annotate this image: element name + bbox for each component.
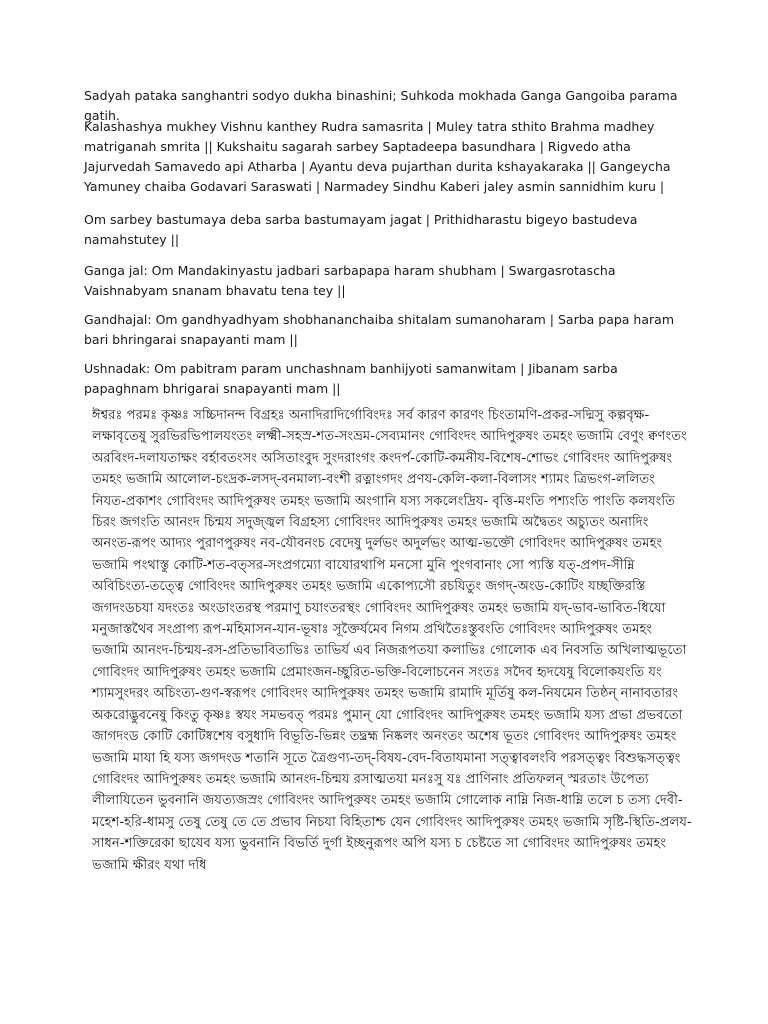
gandhajal-paragraph: Gandhajal: Om gandhyadhyam shobhananchaiba shitalam sumanoharam | Sarba papa haram bari bhringarai snapayanti mam || bbox=[84, 312, 674, 347]
brahma-samhita-bengali-text: ঈশ্বরঃ পরমঃ কৃষ্ণঃ সচ্চিদানন্দ বিগ্রহঃ অনাদিরাদির্গোবিংদঃ সর্ব কারণ কারণং চিংতামণি-প্রকর-সদ্মিসু কল্পবৃক্ষ- লক্ষাবৃতেষু সুরভিরভিপালযংতং লক্ষ্মী-সহস্র-শত-সংভ্রম-সেব্যমানং গোবিংদং আদিপুরুষং তমহং ভজামি বেণুং ক্বণংতং অরবিংদ-দলাযতাক্ষং বর্হাবতংসং অসিতাংবুদ সুংদরাংগং কংদর্প-কোটি-কমনীয-বিশেষ-শোভং গোবিংদং আদিপুরুষং তমহং ভজামি আলোল-চংদ্রক-লসদ্-বনমাল্য-বংশী রত্নাংগদং প্রণয-কেলি-কলা-বিলাসং শ্যামং ত্রিভংগ-ললিতং নিযত-প্রকাশং গোবিংদং আদিপুরুষং তমহং ভজামি অংগানি যস্য সকলেংদ্রিয- বৃত্তি-মংতি পশ্যংতি পাংতি কলযংতি চিরং জগংতি আনংদ চিন্ময সদুজ্জ্বল বিগ্রহস্য গোবিংদং আদিপুরুষং তমহং ভজামি অদ্বৈতং অচ্যুতং অনাদিং অনংত-রূপং আদ্যং পুরাণপুরুষং নব-যৌবনংচ বেদেষু দুর্লভং অদুর্লভং আত্ম-ভক্তৌ গোবিংদং আদিপুরুষং তমহং ভজামি পংথাস্তু কোটি-শত-বত্সর-সংপ্রগম্যো বাযোরথাপি মনসো মুনি পুংগবানাং সো প্যস্তি যত্-প্রপদ-সীম্নি অবিচিংত্য-তত্ত্বে গোবিংদং আদিপুরুষং তমহং ভজামি একোপ্যসৌ রচযিতুং জগদ্-অংড-কোটিং যচ্ছক্তিরস্তি জগদংডচযা যদংতঃ অংডাংতরস্থ পরমাণু চযাংতরস্থং গোবিংদং আদিপুরুষং তমহং ভজামি যদ্-ভাব-ভাবিত-ধিযো মনুজাস্তথৈব সংপ্রাপ্য রূপ-মহিমাসন-যান-ভূষাঃ সূক্তৈর্যমেব নিগম প্রথিতৈঃস্তুবংতি গোবিংদং আদিপুরুষং তমহং ভজামি আনংদ-চিন্ময-রস-প্রতিভাবিতাভিঃ তাভির্য এব নিজরূপতযা কলাভিঃ গোলোক এব নিবসতি অখিলাত্মভূতো গোবিংদং আদিপুরুষং তমহং ভজামি প্রেমাংজন-চ্ছুরিত-ভক্তি-বিলোচনেন সংতঃ সদৈব হৃদযেষু বিলোকযংতি যং শ্যামসুংদরং অচিংত্য-গুণ-স্বরূপং গোবিংদং আদিপুরুষং তমহং ভজামি রামাদি মূর্তিষু কল-নিযমেন তিষ্ঠন্ নানাবতারং অকরোদ্ভুবনেষু কিংতু কৃষ্ণঃ স্বযং সমভবত্ পরমঃ পুমান্ যো গোবিংদং আদিপুরুষং তমহং ভজামি যস্য প্রভা প্রভবতো জাগদংড কোটি কোটিষ্বশেষ বসুধাদি বিভূতি-ভিন্নং তদ্ব্রহ্ম নিষ্কলং অনংতং অশেষ ভূতং গোবিংদং আদিপুরুষং তমহং ভজামি মাযা হি যস্য জগদংড শতানি সূতে ত্রৈগুণ্য-তদ্-বিষয-বেদ-বিতাযমানা সত্ত্বাবলংবি পরসত্ত্বং বিশুদ্ধসত্ত্বং গোবিংদং আদিপুরুষং তমহং ভজামি আনংদ-চিন্ময রসাত্মতযা মনঃসু যঃ প্রাণিনাং প্রতিফলন্ স্মরতাং উপেত্য লীলাযিতেন ভুবনানি জযত্যজস্রং গোবিংদং আদিপুরুষং তমহং ভজামি গোলোক নাম্নি নিজ-ধাম্নি তলে চ তস্য দেবী-মহেশ-হরি-ধামসু তেষু তেষু তে তে প্রভাব নিচযা বিহিতাশ্চ যেন গোবিংদং আদিপুরুষং তমহং ভজামি সৃষ্টি-স্থিতি-প্রলয-সাধন-শক্তিরেকা ছাযেব যস্য ভুবনানি বিভর্তি দুর্গা ইচ্ছনুরূপং অপি যস্য চ চেষ্টতে সা গোবিংদং আদিপুরুষং তমহং ভজামি ক্ষীরং যথা দধি bbox=[92, 408, 692, 873]
verse-ganga-paragraph: Sadyah pataka sanghantri sodyo dukha binashini; Suhkoda mokhada Ganga Gangoiba parama gatih. bbox=[84, 88, 678, 123]
ushnadak-paragraph: Ushnadak: Om pabitram param unchashnam banhijyoti samanwitam | Jibanam sarba papaghnam bhrigarai snapayanti mam || bbox=[84, 361, 618, 396]
bastumaya-mantra-paragraph: Om sarbey bastumaya deba sarba bastumayam jagat | Prithidharastu bigeyo bastudeva namahstutey || bbox=[84, 212, 638, 247]
ganga-jal-paragraph: Ganga jal: Om Mandakinyastu jadbari sarbapapa haram shubham | Swargasrotascha Vaishnabyam snanam bhavatu tena tey || bbox=[84, 263, 616, 298]
kalash-mantra-paragraph: Kalashashya mukhey Vishnu kanthey Rudra samasrita | Muley tatra sthito Brahma madhey matriganah smrita || Kukshaitu sagarah sarbey Saptadeepa basundhara | Rigvedo atha Jajurvedah Samavedo api Atharba | Ayantu deva pujarthan durita kshayakaraka || Gangeycha Yamuney chaiba Godavari Saraswati | Narmadey Sindhu Kaberi jaley asmin sannidhim kuru | bbox=[84, 119, 671, 194]
